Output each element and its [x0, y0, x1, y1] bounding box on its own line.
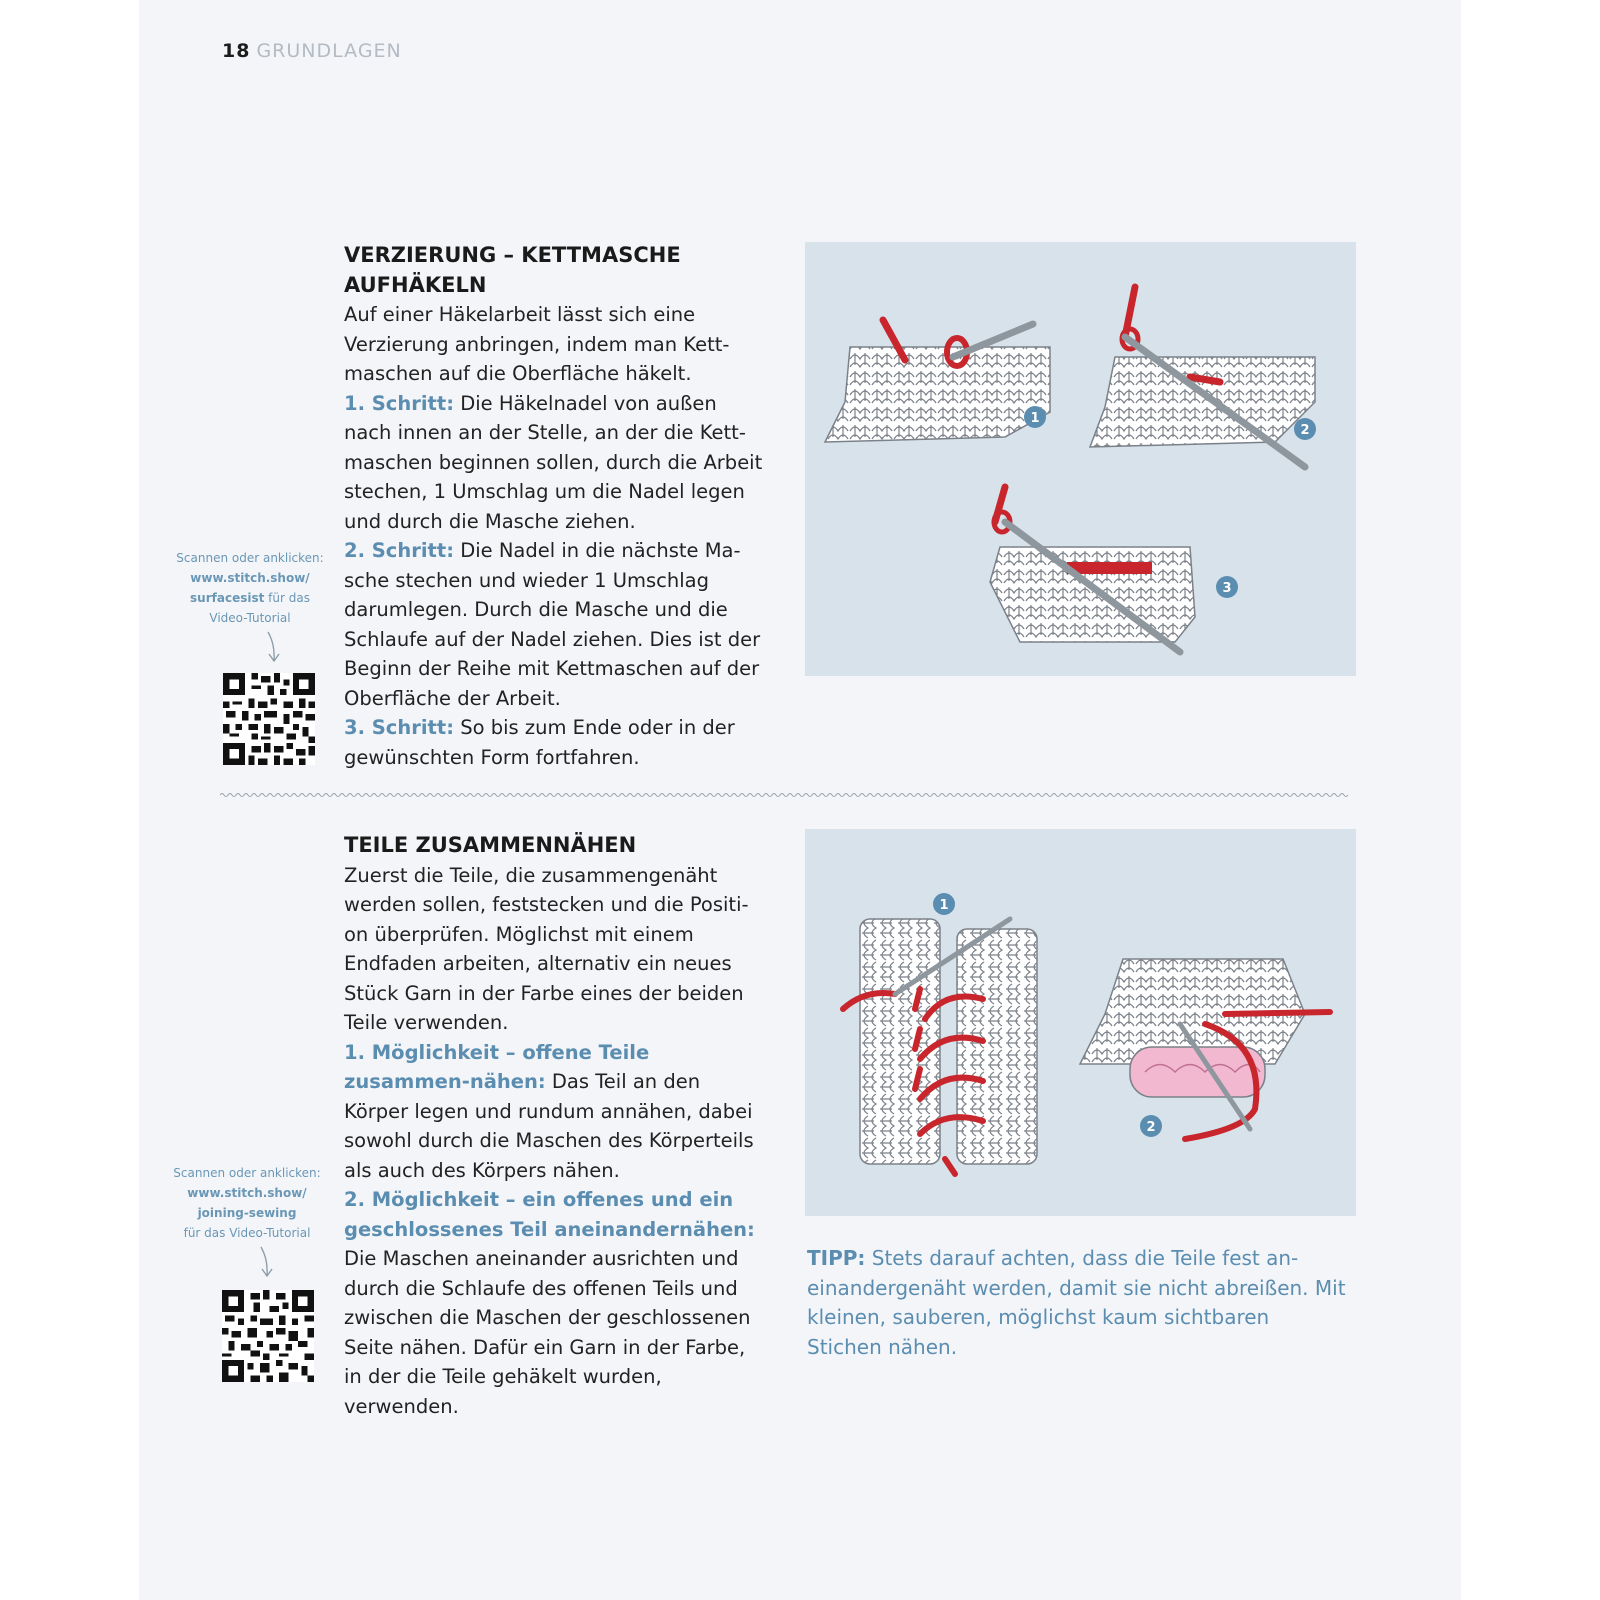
tutorial-link-slug[interactable]: surfacesist	[190, 591, 265, 605]
note-line: für das Video-Tutorial	[183, 1226, 311, 1240]
section-intro: Zuerst die Teile, die zusammengenäht werden sollen, feststecken und die Positi-on überprüfen. Möglichst mit einem Endfaden arbeiten, alternativ ein neues Stück Garn in der Farbe eines der beiden Teile verwenden.	[344, 863, 749, 1034]
option-2	[344, 1185, 769, 1421]
step-2	[344, 536, 769, 713]
arrow-down-icon	[262, 630, 286, 664]
step-3	[344, 713, 769, 772]
section-kettmasche	[344, 241, 769, 772]
step-text: Die Nadel in die nächste Ma-sche stechen und wieder 1 Umschlag darumlegen. Durch die Masche und die Schlaufe auf der Nadel ziehen. Dies ist der Beginn der Reihe mit Kettmaschen auf der Oberfläche der Arbeit.	[344, 539, 761, 710]
page-number: 18	[222, 40, 251, 62]
option-badge: 2	[1146, 1120, 1156, 1135]
swatch-option-1	[843, 893, 1037, 1174]
step-label: 3. Schritt:	[344, 716, 454, 739]
step-badge: 2	[1300, 423, 1310, 438]
arrow-down-icon	[255, 1245, 279, 1279]
option-label: 1. Möglichkeit – offene Teile zusammen-nähen:	[344, 1040, 650, 1093]
tutorial-link[interactable]: www.stitch.show/	[190, 571, 310, 585]
option-badge: 1	[939, 898, 949, 913]
section-zusammennaehen	[344, 831, 769, 1421]
step-badge: 3	[1222, 581, 1232, 596]
step-label: 1. Schritt:	[344, 391, 454, 415]
section-title: VERZIERUNG – KETTMASCHE AUFHÄKELN	[344, 243, 681, 297]
tip-label: TIPP:	[807, 1246, 866, 1270]
swatch-step-3	[990, 487, 1238, 652]
tip-box	[807, 1244, 1347, 1362]
step-1	[344, 389, 769, 537]
swatch-step-1	[825, 320, 1050, 442]
illustration-zusammennaehen	[805, 829, 1356, 1216]
option-text: Das Teil an den Körper legen und rundum annähen, dabei sowohl durch die Maschen des Körperteils als auch des Körpers nähen.	[344, 1070, 754, 1182]
qr-code-icon[interactable]	[223, 673, 315, 765]
step-text: Die Häkelnadel von außen nach innen an der Stelle, an der die Kett-maschen beginnen sollen, durch die Arbeit stechen, 1 Umschlag um die Nadel legen und durch die Masche ziehen.	[344, 391, 763, 533]
step-text: So bis zum Ende oder in der gewünschten Form fortfahren.	[344, 716, 735, 769]
tutorial-link-slug[interactable]: joining-sewing	[197, 1206, 297, 1220]
note-line: Video-Tutorial	[209, 611, 291, 625]
tutorial-link[interactable]: www.stitch.show/	[187, 1186, 307, 1200]
note-line: Scannen oder anklicken:	[173, 1166, 321, 1180]
tip-text: Stets darauf achten, dass die Teile fest an-einandergenäht werden, damit sie nicht abreißen. Mit kleinen, sauberen, möglichst kaum sichtbaren Stichen nähen.	[807, 1246, 1346, 1359]
section-divider	[220, 792, 1350, 798]
option-1	[344, 1038, 769, 1186]
video-tutorial-note	[167, 1163, 327, 1243]
illustration-kettmasche	[805, 242, 1356, 676]
page-header	[222, 40, 402, 62]
chapter-title: GRUNDLAGEN	[256, 40, 402, 62]
option-label: 2. Möglichkeit – ein offenes und ein geschlossenes Teil aneinandernähen:	[344, 1188, 755, 1241]
note-line: Scannen oder anklicken:	[176, 551, 324, 565]
swatch-step-2	[1090, 287, 1316, 467]
swatch-option-2	[1080, 959, 1330, 1139]
step-label: 2. Schritt:	[344, 539, 454, 562]
note-line: für das	[264, 591, 310, 605]
qr-code-icon[interactable]	[222, 1290, 314, 1382]
step-badge: 1	[1030, 411, 1040, 426]
option-text: Die Maschen aneinander ausrichten und durch die Schlaufe des offenen Teils und zwischen die Maschen der geschlossenen Seite nähen. Dafür ein Garn in der Farbe, in der die Teile gehäkelt wurden, verwenden.	[344, 1247, 751, 1418]
section-title: TEILE ZUSAMMENNÄHEN	[344, 833, 637, 857]
section-intro: Auf einer Häkelarbeit lässt sich eine Verzierung anbringen, indem man Kett-maschen auf die Oberfläche häkelt.	[344, 303, 730, 385]
video-tutorial-note	[170, 548, 330, 628]
